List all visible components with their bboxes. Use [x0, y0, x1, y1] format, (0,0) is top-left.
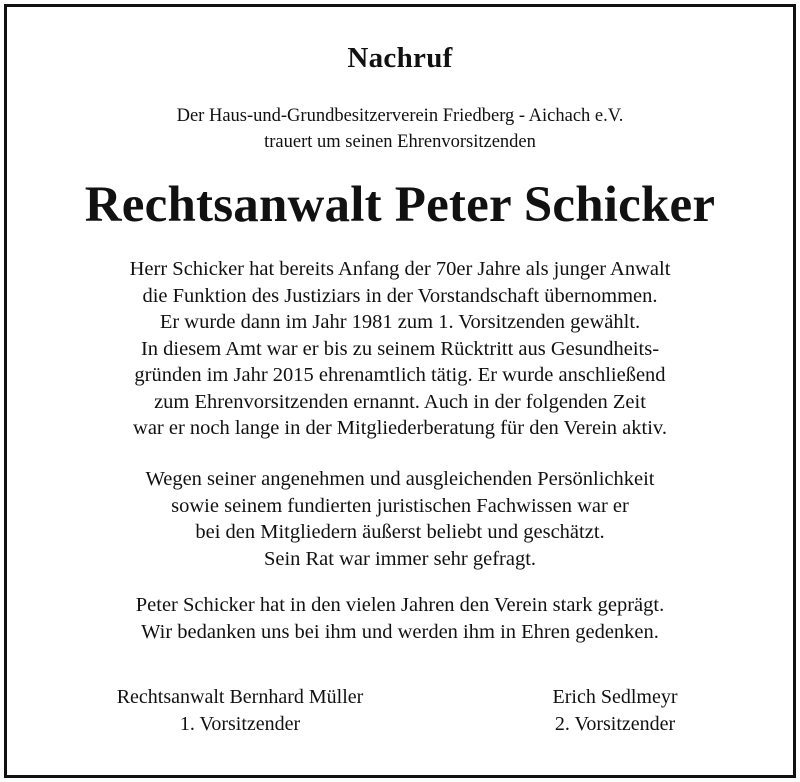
text-line: Wir bedanken uns bei ihm und werden ihm in Ehren gedenken.	[141, 620, 659, 643]
paragraph-thanks	[0, 592, 800, 645]
deceased-name: Rechtsanwalt Peter Schicker	[84, 177, 716, 233]
intro-text	[0, 103, 800, 155]
signatory-role: 2. Vorsitzender	[554, 713, 676, 735]
intro-line: trauert um seinen Ehrenvorsitzenden	[264, 132, 536, 152]
text-line: In diesem Amt war er bis zu seinem Rücktritt aus Gesundheits-	[140, 337, 660, 360]
text-line: zum Ehrenvorsitzenden ernannt. Auch in der folgenden Zeit	[154, 390, 646, 413]
text-line: Peter Schicker hat in den vielen Jahren den Verein stark geprägt.	[135, 594, 665, 616]
text-line: die Funktion des Justiziars in der Vorstandschaft übernommen.	[142, 284, 658, 307]
signatory-name: Rechtsanwalt Bernhard Müller	[116, 686, 364, 708]
paragraph-character	[0, 466, 800, 572]
signatory-name: Erich Sedlmeyr	[552, 686, 678, 708]
text-line: Herr Schicker hat bereits Anfang der 70er Jahre als junger Anwalt	[129, 258, 671, 280]
text-line: bei den Mitgliedern äußerst beliebt und geschätzt.	[195, 521, 605, 543]
text-line: gründen im Jahr 2015 ehrenamtlich tätig. Er wurde anschließend	[134, 364, 666, 386]
signatory-role: 1. Vorsitzender	[179, 713, 301, 735]
intro-line: Der Haus-und-Grundbesitzerverein Friedberg - Aichach e.V.	[176, 106, 624, 126]
text-line: Er wurde dann im Jahr 1981 zum 1. Vorsitzenden gewählt.	[159, 311, 641, 333]
text-line: Wegen seiner angenehmen und ausgleichenden Persönlichkeit	[145, 468, 655, 490]
paragraph-biography	[0, 256, 800, 442]
notice-heading: Nachruf	[347, 42, 453, 74]
text-line: war er noch lange in der Mitgliederberatung für den Verein aktiv.	[133, 417, 667, 439]
text-line: sowie seinem fundierten juristischen Fachwissen war er	[171, 494, 629, 517]
signatory-second	[470, 684, 760, 738]
signatory-first	[55, 684, 425, 738]
text-line: Sein Rat war immer sehr gefragt.	[263, 547, 537, 570]
